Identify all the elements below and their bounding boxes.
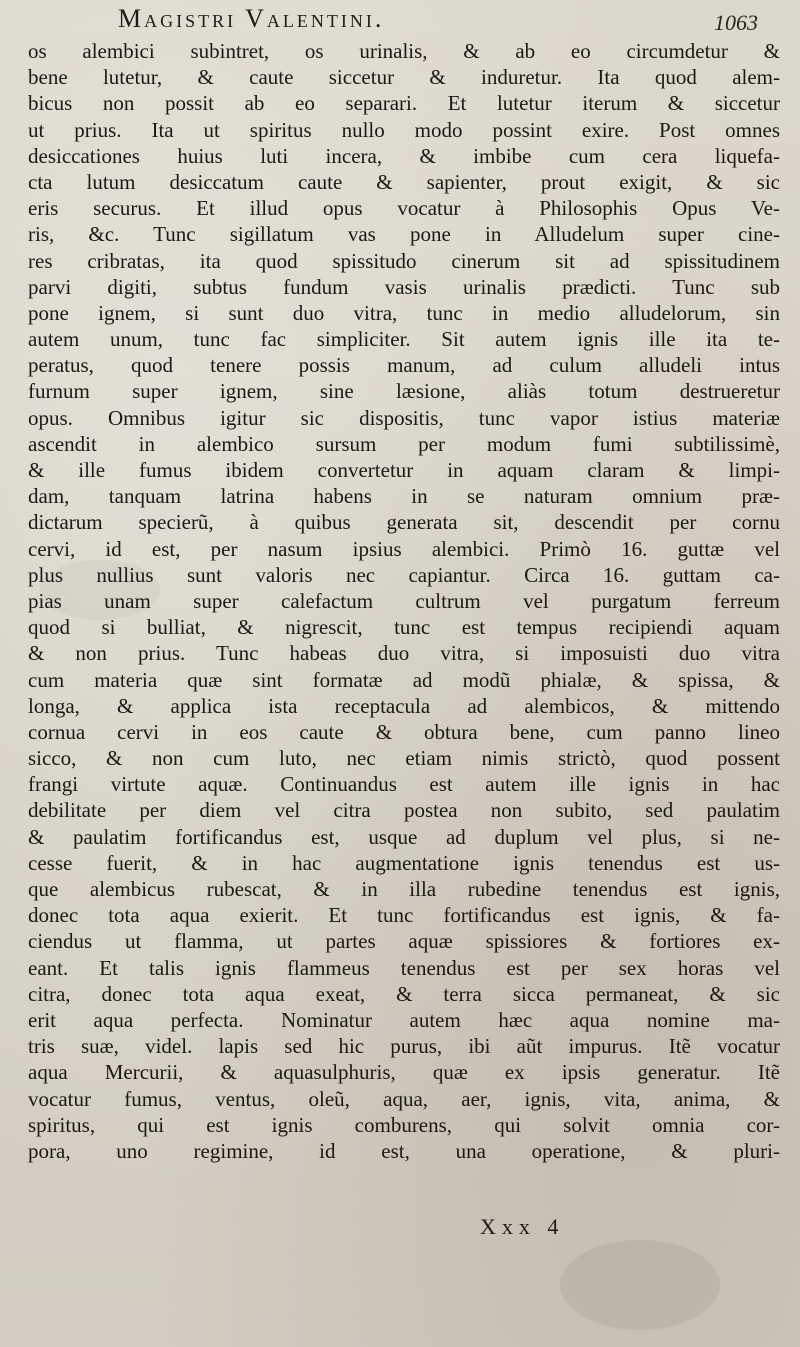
text-line: bicus non possit ab eo separari. Et lutetur iterum & siccetur	[28, 91, 780, 116]
page-number: 1063	[714, 10, 758, 35]
running-title: Magistri Valentini.	[118, 4, 385, 33]
text-line: bene lutetur, & caute siccetur & induretur. Ita quod alem-	[28, 65, 780, 90]
text-line: ciendus ut flamma, ut partes aquæ spissiores & fortiores ex-	[28, 929, 780, 954]
text-line: eris securus. Et illud opus vocatur à Philosophis Opus Ve-	[28, 196, 780, 221]
text-line: pone ignem, si sunt duo vitra, tunc in medio alludelorum, sin	[28, 300, 780, 325]
text-line: donec tota aqua exierit. Et tunc fortificandus est ignis, & fa-	[28, 903, 780, 928]
text-line: autem unum, tunc fac simpliciter. Sit autem ignis ille ita te-	[28, 327, 780, 352]
body-text	[28, 38, 780, 1164]
text-line: erit aqua perfecta. Nominatur autem hæc aqua nomine ma-	[28, 1007, 780, 1032]
text-line: pora, uno regimine, id est, una operatione, & pluri-	[28, 1138, 780, 1163]
text-line: vocatur fumus, ventus, oleũ, aqua, aer, ignis, vita, anima, &	[28, 1086, 780, 1111]
text-line: & ille fumus ibidem convertetur in aquam claram & limpi-	[28, 458, 780, 482]
text-line: longa, & applica ista receptacula ad alembicos, & mittendo	[28, 693, 780, 718]
text-line: cervi, id est, per nasum ipsius alembici. Primò 16. guttæ vel	[28, 536, 780, 561]
text-line: quod si bulliat, & nigrescit, tunc est tempus recipiendi aquam	[28, 615, 780, 640]
text-line: peratus, quod tenere possis manum, ad culum alludeli intus	[28, 353, 780, 378]
page-header	[0, 4, 800, 34]
text-line: ascendit in alembico sursum per modum fumi subtilissimè,	[28, 431, 780, 456]
text-line: spiritus, qui est ignis comburens, qui solvit omnia cor-	[28, 1112, 780, 1137]
text-line: desiccationes huius luti incera, & imbibe cum cera liquefa-	[28, 143, 780, 168]
text-line: ris, &c. Tunc sigillatum vas pone in Alludelum super cine-	[28, 222, 780, 247]
text-line: res cribratas, ita quod spissitudo cinerum sit ad spissitudinem	[28, 248, 780, 273]
text-line: frangi virtute aquæ. Continuandus est autem ille ignis in hac	[28, 772, 780, 797]
text-line: & paulatim fortificandus est, usque ad duplum vel plus, si ne-	[28, 824, 780, 849]
text-line: plus nullius sunt valoris nec capiantur. Circa 16. guttam ca-	[28, 562, 780, 587]
text-line: que alembicus rubescat, & in illa rubedine tenendus est ignis,	[28, 877, 780, 901]
text-line: eant. Et talis ignis flammeus tenendus est per sex horas vel	[28, 955, 780, 980]
text-line: ut prius. Ita ut spiritus nullo modo possint exire. Post omnes	[28, 117, 780, 142]
text-line: cta lutum desiccatum caute & sapienter, prout exigit, & sic	[28, 169, 780, 194]
text-line: dam, tanquam latrina habens in se naturam omnium præ-	[28, 484, 780, 509]
signature-mark: Xxx 4	[480, 1214, 565, 1239]
text-line: os alembici subintret, os urinalis, & ab eo circumdetur &	[28, 39, 780, 63]
text-line: debilitate per diem vel citra postea non subito, sed paulatim	[28, 798, 780, 823]
text-line: aqua Mercurii, & aquasulphuris, quæ ex ipsis generatur. Itẽ	[28, 1060, 780, 1085]
paper-stain	[560, 1240, 720, 1330]
text-line: opus. Omnibus igitur sic dispositis, tunc vapor istius materiæ	[28, 405, 780, 430]
text-line: pias unam super calefactum cultrum vel purgatum ferreum	[28, 588, 780, 613]
text-line: sicco, & non cum luto, nec etiam nimis strictò, quod possent	[28, 746, 780, 771]
text-line: cornua cervi in eos caute & obtura bene, cum panno lineo	[28, 719, 780, 744]
text-line: dictarum specierũ, à quibus generata sit, descendit per cornu	[28, 510, 780, 535]
text-line: citra, donec tota aqua exeat, & terra sicca permaneat, & sic	[28, 981, 780, 1006]
text-line: parvi digiti, subtus fundum vasis urinalis prædicti. Tunc sub	[28, 274, 780, 299]
text-line: furnum super ignem, sine læsione, aliàs totum destrueretur	[28, 379, 780, 404]
text-line: & non prius. Tunc habeas duo vitra, si imposuisti duo vitra	[28, 641, 780, 666]
text-line: cesse fuerit, & in hac augmentatione ignis tenendus est us-	[28, 850, 780, 875]
text-line: cum materia quæ sint formatæ ad modũ phialæ, & spissa, &	[28, 667, 780, 692]
text-line: tris suæ, videl. lapis sed hic purus, ibi aũt impurus. Itẽ vocatur	[28, 1034, 780, 1059]
